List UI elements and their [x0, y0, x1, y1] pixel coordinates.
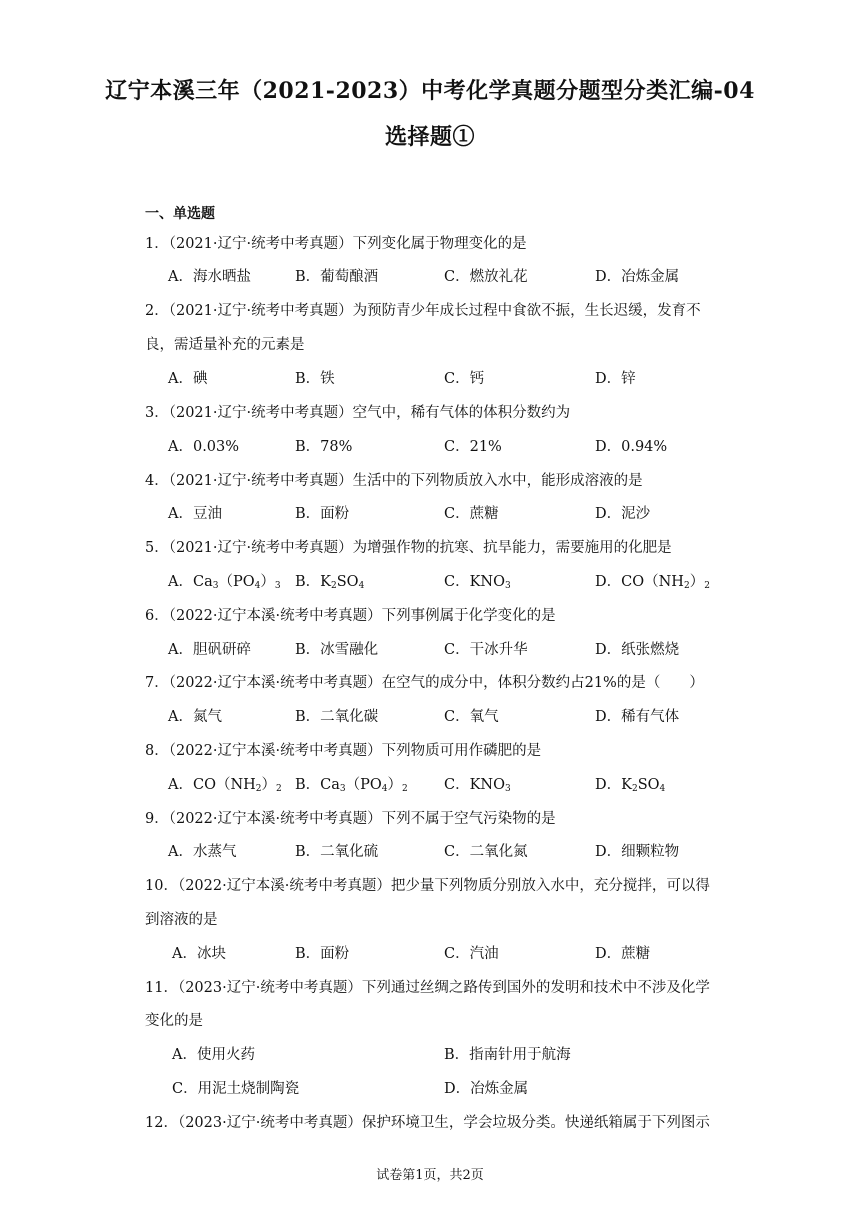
question-1-stem: 1．（2021·辽宁·统考中考真题）下列变化属于物理变化的是	[145, 236, 527, 252]
question-4-option-c: C．蔗糖	[444, 506, 499, 522]
section-heading: 一、单选题	[145, 206, 215, 222]
question-9-option-b: B．二氧化硫	[295, 844, 379, 860]
question-3-option-b: B．78%	[295, 439, 353, 455]
question-3-option-c: C．21%	[444, 439, 502, 455]
question-2-stem: 2．（2021·辽宁·统考中考真题）为预防青少年成长过程中食欲不振，生长迟缓，发育不	[145, 303, 701, 319]
question-3-option-d: D．0.94%	[595, 439, 668, 455]
question-5-option-c: C．$KNO_3$	[444, 574, 511, 591]
page-footer: 试卷第1页，共2页	[376, 1168, 484, 1183]
question-2-option-c: C．钙	[444, 371, 485, 387]
question-2-stem-continued: 良，需适量补充的元素是	[145, 337, 305, 353]
question-5-stem: 5．（2021·辽宁·统考中考真题）为增强作物的抗寒、抗旱能力，需要施用的化肥是	[145, 540, 672, 556]
question-6-stem: 6．（2022·辽宁本溪·统考中考真题）下列事例属于化学变化的是	[145, 608, 556, 624]
question-9-option-a: A．水蒸气	[168, 844, 237, 860]
question-5-option-d: D．$CO(NH_2)_2$	[595, 574, 710, 591]
question-7-stem: 7．（2022·辽宁本溪·统考中考真题）在空气的成分中，体积分数约占21%的是（ ）	[145, 675, 704, 691]
question-8-option-a: A．$CO(NH_2)_2$	[168, 777, 282, 794]
question-11-option-b: B．指南针用于航海	[444, 1047, 571, 1063]
question-4-stem: 4．（2021·辽宁·统考中考真题）生活中的下列物质放入水中，能形成溶液的是	[145, 473, 643, 489]
question-3-option-a: A．0.03%	[168, 439, 240, 455]
question-4-option-d: D．泥沙	[595, 506, 651, 522]
question-8-option-d: D．$K_2SO_4$	[595, 777, 666, 794]
question-1-option-d: D．冶炼金属	[595, 269, 680, 285]
question-2-option-b: B．铁	[295, 371, 335, 387]
question-10-option-c: C．汽油	[444, 946, 499, 962]
question-11-stem: 11．（2023·辽宁·统考中考真题）下列通过丝绸之路传到国外的发明和技术中不涉及化学	[145, 980, 710, 996]
question-5-option-b: B．$K_2SO_4$	[295, 574, 365, 591]
question-6-option-a: A．胆矾研碎	[168, 642, 251, 658]
question-11-option-a: A．使用火药	[172, 1047, 255, 1063]
question-4-option-a: A．豆油	[168, 506, 222, 522]
question-3-stem: 3．（2021·辽宁·统考中考真题）空气中，稀有气体的体积分数约为	[145, 405, 571, 421]
page-subtitle: 选择题①	[384, 124, 475, 150]
question-9-option-d: D．细颗粒物	[595, 844, 680, 860]
question-7-option-d: D．稀有气体	[595, 709, 680, 725]
question-9-stem: 9．（2022·辽宁本溪·统考中考真题）下列不属于空气污染物的是	[145, 811, 556, 827]
question-8-option-c: C．$KNO_3$	[444, 777, 511, 794]
question-1-option-a: A．海水晒盐	[168, 269, 251, 285]
question-5-option-a: A．$Ca_3(PO_4)_3$	[168, 574, 281, 591]
question-10-option-b: B．面粉	[295, 946, 350, 962]
question-10-stem: 10．（2022·辽宁本溪·统考中考真题）把少量下列物质分别放入水中，充分搅拌，可以得	[145, 878, 710, 894]
question-11-option-c: C．用泥土烧制陶瓷	[172, 1081, 300, 1097]
question-6-option-c: C．干冰升华	[444, 642, 528, 658]
question-10-stem-continued: 到溶液的是	[145, 912, 218, 928]
question-7-option-b: B．二氧化碳	[295, 709, 379, 725]
question-7-option-a: A．氮气	[168, 709, 222, 725]
question-2-option-d: D．锌	[595, 371, 636, 387]
question-1-option-b: B．葡萄酿酒	[295, 269, 379, 285]
question-4-option-b: B．面粉	[295, 506, 350, 522]
question-12-stem: 12．（2023·辽宁·统考中考真题）保护环境卫生，学会垃圾分类。快递纸箱属于下列图示	[145, 1115, 710, 1131]
question-7-option-c: C．氧气	[444, 709, 499, 725]
question-11-option-d: D．冶炼金属	[444, 1081, 529, 1097]
question-2-option-a: A．碘	[168, 371, 208, 387]
question-6-option-d: D．纸张燃烧	[595, 642, 680, 658]
question-10-option-a: A．冰块	[172, 946, 226, 962]
question-9-option-c: C．二氧化氮	[444, 844, 528, 860]
page-title: 辽宁本溪三年（2021-2023）中考化学真题分题型分类汇编-04	[105, 78, 755, 104]
question-6-option-b: B．冰雪融化	[295, 642, 379, 658]
question-10-option-d: D．蔗糖	[595, 946, 651, 962]
question-8-stem: 8．（2022·辽宁本溪·统考中考真题）下列物质可用作磷肥的是	[145, 743, 542, 759]
question-8-option-b: B．$Ca_3(PO_4)_2$	[295, 777, 408, 794]
question-11-stem-continued: 变化的是	[145, 1013, 203, 1029]
question-1-option-c: C．燃放礼花	[444, 269, 528, 285]
